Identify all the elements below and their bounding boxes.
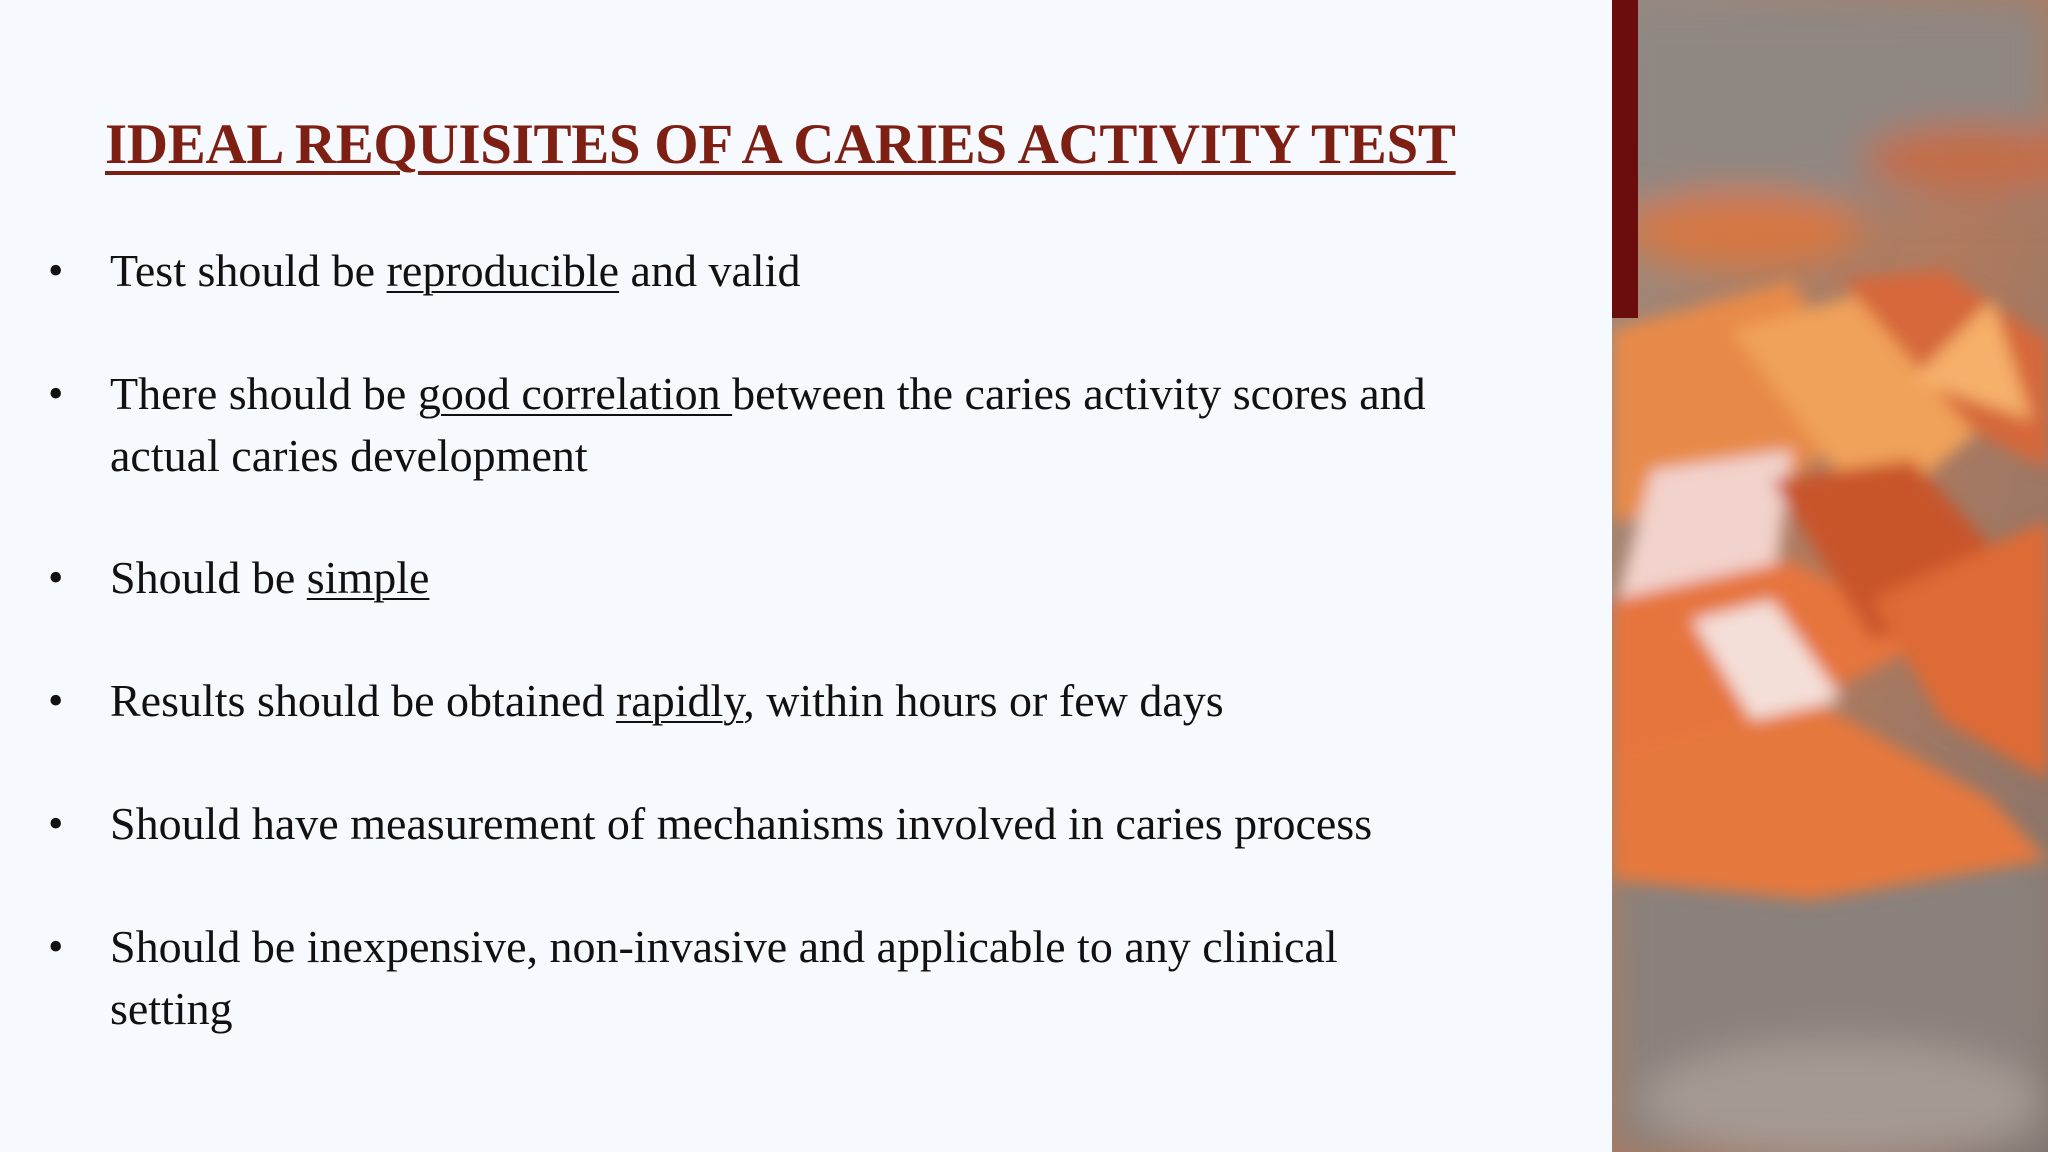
underlined-phrase: reproducible: [386, 245, 620, 296]
underlined-phrase: rapidly: [615, 675, 744, 726]
text-segment: actual caries development: [110, 430, 588, 481]
bullet-line: [110, 670, 1224, 732]
bullet-dot-icon: •: [48, 369, 64, 418]
bullet-line: [110, 547, 429, 609]
bullet-dot-icon: •: [48, 246, 64, 295]
abstract-polygon-image: [1612, 0, 2048, 1152]
text-segment: There should be: [110, 368, 418, 419]
decorative-image-panel: [1612, 0, 2048, 1152]
text-segment: Should be inexpensive, non-invasive and applicable to any clinical: [110, 921, 1338, 972]
bullet-dot-icon: •: [48, 799, 64, 848]
bullet-dot-icon: •: [48, 553, 64, 602]
text-segment: , within hours or few days: [743, 675, 1224, 726]
text-segment: setting: [110, 983, 233, 1034]
text-segment: between the caries activity scores and: [732, 368, 1426, 419]
text-segment: Should have measurement of mechanisms involved in caries process: [110, 798, 1373, 849]
bullet-line: [110, 978, 233, 1040]
accent-bar: [1612, 0, 1638, 318]
underlined-phrase: simple: [306, 552, 430, 603]
bullet-line: [110, 240, 800, 302]
underlined-phrase: good correlation: [417, 368, 733, 419]
bullet-line: [110, 425, 588, 487]
bullet-line: [110, 793, 1372, 855]
text-segment: Results should be obtained: [110, 675, 616, 726]
text-segment: and valid: [619, 245, 801, 296]
bullet-dot-icon: •: [48, 676, 64, 725]
bullet-line: [110, 363, 1426, 425]
bullet-dot-icon: •: [48, 922, 64, 971]
bullet-line: [110, 916, 1338, 978]
text-segment: Should be: [110, 552, 307, 603]
slide-title: IDEAL REQUISITES OF A CARIES ACTIVITY TEST: [105, 113, 1456, 176]
text-segment: Test should be: [110, 245, 387, 296]
